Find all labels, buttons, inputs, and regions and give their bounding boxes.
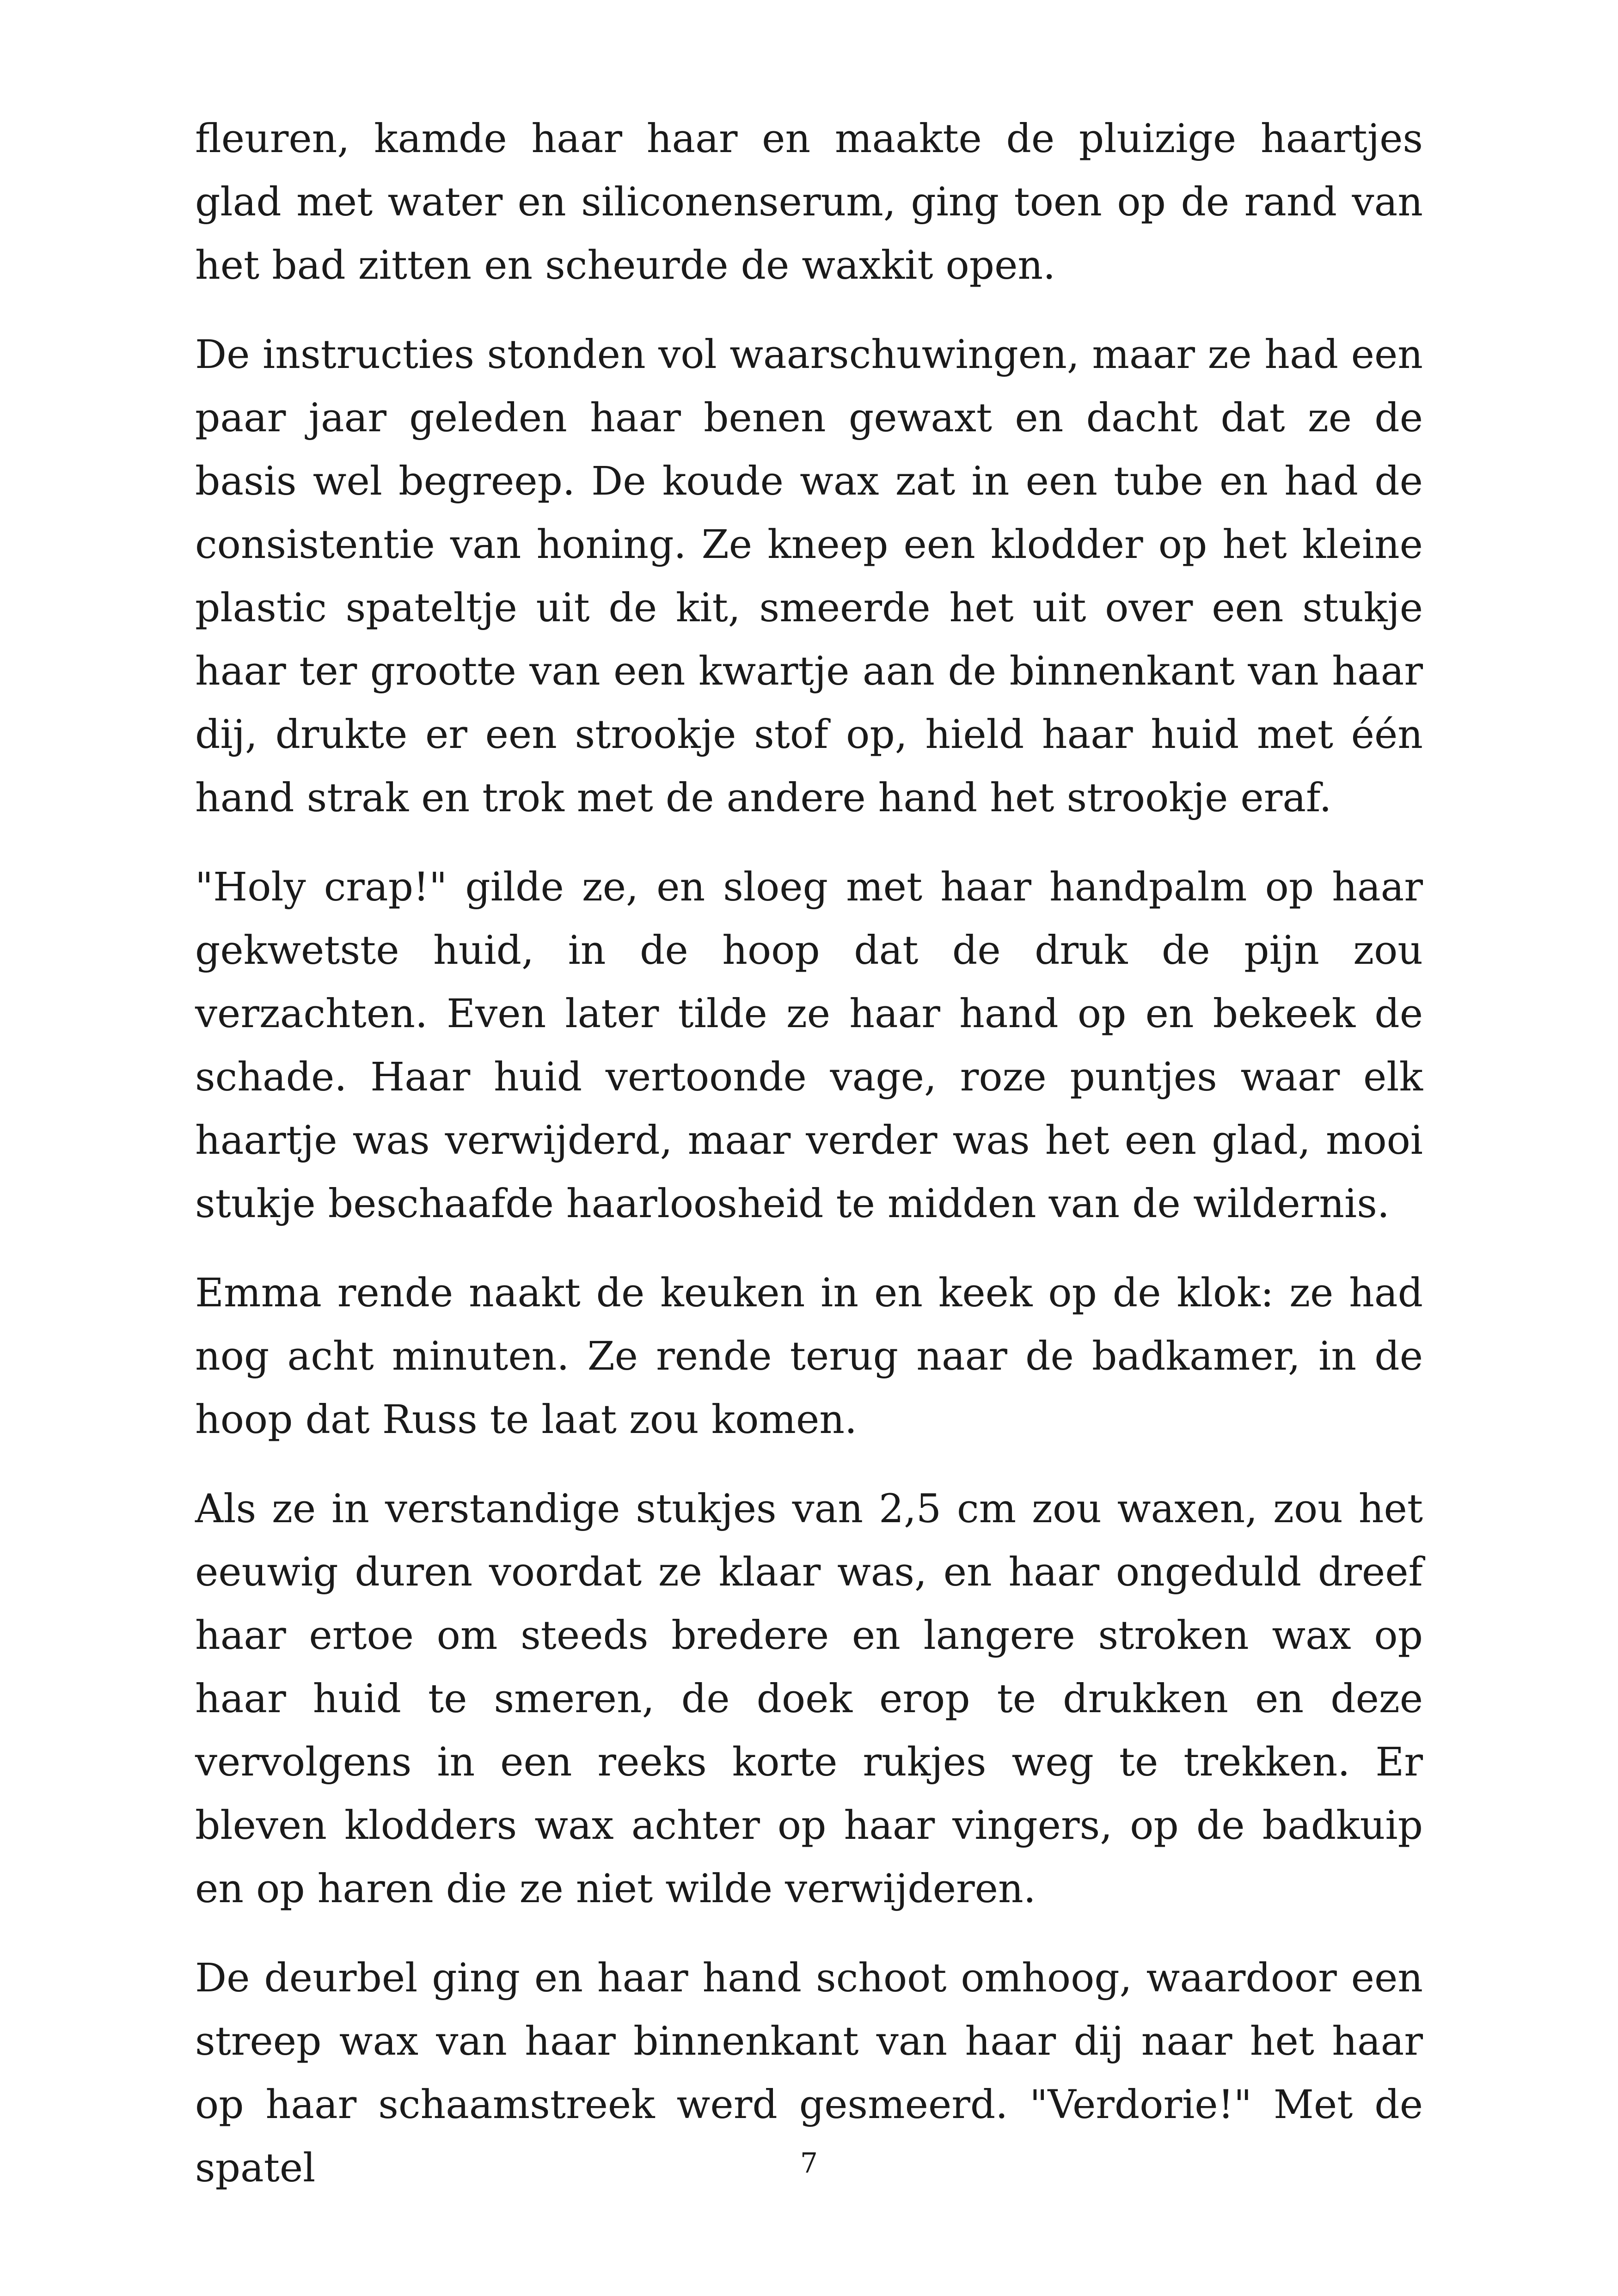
body-text (195, 107, 1423, 2226)
paragraph-4: Emma rende naakt de keuken in en keek op de klok: ze had nog acht minuten. Ze rende terug naar de badkamer, in de hoop dat Russ te laat zou komen. (195, 1270, 1423, 1443)
paragraph-1: fleuren, kamde haar haar en maakte de pluizige haartjes glad met water en siliconenserum, ging toen op de rand van het bad zitten en scheurde de waxkit open. (195, 116, 1423, 288)
paragraph-5: Als ze in verstandige stukjes van 2,5 cm zou waxen, zou het eeuwig duren voordat ze klaar was, en haar ongeduld dreef haar ertoe om steeds bredere en langere stroken wax op haar huid te smeren, de doek erop te drukken en deze vervolgens in een reeks korte rukjes weg te trekken. Er bleven klodders wax achter op haar vingers, op de badkuip en op haren die ze niet wilde verwijderen. (195, 1486, 1423, 1912)
page-number: 7 (800, 2147, 818, 2180)
paragraph-3: "Holy crap!" gilde ze, en sloeg met haar handpalm op haar gekwetste huid, in de hoop dat de druk de pijn zou verzachten. Even later tilde ze haar hand op en bekeek de schade. Haar huid vertoonde vage, roze puntjes waar elk haartje was verwijderd, maar verder was het een glad, mooi stukje beschaafde haarloosheid te midden van de wildernis. (195, 864, 1423, 1227)
paragraph-2: De instructies stonden vol waarschuwingen, maar ze had een paar jaar geleden haar benen gewaxt en dacht dat ze de basis wel begreep. De koude wax zat in een tube en had de consistentie van honing. Ze kneep een klodder op het kleine plastic spateltje uit de kit, smeerde het uit over een stukje haar ter grootte van een kwartje aan de binnenkant van haar dij, drukte er een strookje stof op, hield haar huid met één hand strak en trok met de andere hand het strookje eraf. (195, 332, 1423, 821)
paragraph-6: De deurbel ging en haar hand schoot omhoog, waardoor een streep wax van haar binnenkant van haar dij naar het haar op haar schaamstreek werd gesmeerd. "Verdorie!" Met de spatel (195, 1955, 1423, 2191)
